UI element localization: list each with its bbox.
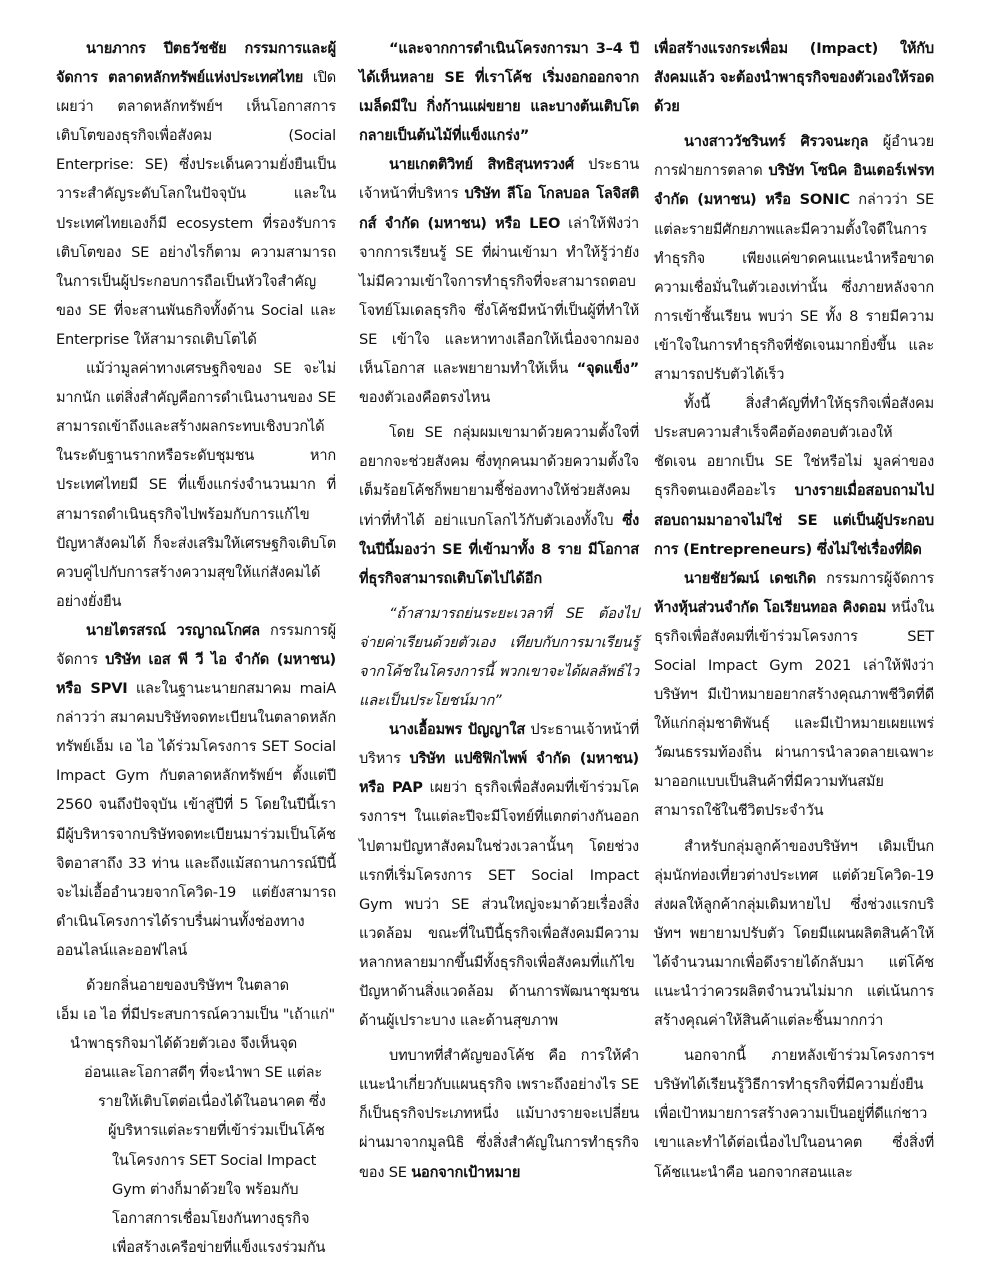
text-line: เพื่อสร้างเครือข่ายที่แข็งแรงร่วมกัน	[112, 1238, 326, 1256]
speaker-name: นายเกตติวิทย์ สิทธิสุนทรวงศ์	[389, 156, 574, 174]
company-name: บริษัท ลีโอ โกลบอล โลจิสติกส์ จำกัด (มหาชน) หรือ LEO	[359, 185, 639, 232]
speaker-name: นายไตรสรณ์ วรญาณโกศล	[86, 621, 260, 639]
speaker-name: นางสาววัชรินทร์ ศิรวจนะกุล	[684, 133, 869, 151]
column-2	[359, 34, 639, 1187]
text-line: โอกาสการเชื่อมโยงกันทางธุรกิจ	[112, 1209, 310, 1227]
paragraph: เพื่อสร้างแรงกระเพื่อม (Impact) ให้กับสังคมแล้ว จะต้องนำพาธุรกิจของตัวเองให้รอดด้วย	[654, 40, 934, 116]
pull-quote: “ถ้าสามารถย่นระยะเวลาที่ SE ต้องไปจ่ายค่าเรียนด้วยตัวเอง เทียบกับการมาเรียนรู้จากโค้ชในโครงการนี้ พวกเขาจะได้ผลลัพธ์ไวและเป็นประโยชน์มาก”	[359, 604, 639, 710]
paragraph: โดย SE กลุ่มผมเขามาด้วยความตั้งใจที่อยากจะช่วยสังคม ซึ่งทุกคนมาด้วยความตั้งใจเต็มร้อยโค้ชก็พยายามชี้ช่องทางให้ช่วยสังคมเท่าที่ทำได้ อย่าแบกโลกไว้กับตัวเองทั้งใบ ซึ่งในปีนี้มองว่า SE ที่เข้ามาทั้ง 8 ราย มีโอกาสที่ธุรกิจสามารถเติบโตไปได้อีก	[359, 424, 639, 587]
text-line: ผู้บริหารแต่ละรายที่เข้าร่วมเป็นโค้ช	[108, 1122, 325, 1140]
company-name: บริษัท แปซิฟิกไพพ์ จำกัด (มหาชน) หรือ PAP	[359, 750, 640, 797]
speaker-name: นางเอื้อมพร ปัญญาใส	[389, 721, 526, 739]
paragraph: นอกจากนี้ ภายหลังเข้าร่วมโครงการฯ บริษัทได้เรียนรู้วิธีการทำธุรกิจที่มีความยั่งยืนเพื่อเป้าหมายการสร้างความเป็นอยู่ที่ดีแก่ชาวเขาและทำได้ต่อเนื่องไปในอนาคต ซึ่งสิ่งที่โค้ชแนะนำคือ นอกจากสอนและ	[654, 1047, 934, 1181]
paragraph: แม้ว่ามูลค่าทางเศรษฐกิจของ SE จะไม่มากนัก แต่สิ่งสำคัญคือการดำเนินงานของ SE สามารถเข้าถึงและสร้างผลกระทบเชิงบวกได้ในระดับฐานรากหรือระดับชุมชน หากประเทศไทยมี SE ที่แข็งแกร่งจำนวนมาก ที่สามารถดำเนินธุรกิจไปพร้อมกับการแก้ไขปัญหาสังคมได้ ก็จะส่งเสริมให้เศรษฐกิจเติบโต ควบคู่ไปกับการสร้างความสุขให้แก่สังคมได้อย่างยั่งยืน	[56, 360, 336, 610]
paragraph: บทบาทที่สำคัญของโค้ช คือ การให้คำแนะนำเกี่ยวกับแผนธุรกิจ เพราะถึงอย่างไร SE ก็เป็นธุรกิจประเภทหนึ่ง แม้บางรายจะเปลี่ยนผ่านมาจากมูลนิธิ ซึ่งสิ่งสำคัญในการทำธุรกิจของ SE นอกจากเป้าหมาย	[359, 1047, 639, 1181]
company-name: บริษัท เอส พี วี ไอ จำกัด (มหาชน) หรือ SPVI	[56, 650, 336, 698]
speaker-name: นายภากร ปีตธวัชชัย กรรมการและผู้จัดการ ตลาดหลักทรัพย์แห่งประเทศไทย	[56, 40, 336, 87]
text-line: นำพาธุรกิจมาได้ด้วยตัวเอง จึงเห็นจุด	[70, 1035, 298, 1053]
text-line: ในโครงการ SET Social Impact	[112, 1151, 317, 1169]
company-name: ห้างหุ้นส่วนจำกัด โอเรียนทอล คิงดอม	[654, 598, 887, 616]
paragraph: นายภากร ปีตธวัชชัย กรรมการและผู้จัดการ ตลาดหลักทรัพย์แห่งประเทศไทย เปิดเผยว่า ตลาดหลักทรัพย์ฯ เห็นโอกาสการเติบโตของธุรกิจเพื่อสังคม (Social Enterprise: SE) ซึ่งประเด็นความยั่งยืนเป็นวาระสำคัญระดับโลกในปัจจุบัน และในประเทศไทยเองก็มี ecosystem ที่รองรับการเติบโตของ SE อย่างไรก็ตาม ความสามารถในการเป็นผู้ประกอบการถือเป็นหัวใจสำคัญของ SE ที่จะสานพันธกิจทั้งด้าน Social และ Enterprise ให้สามารถเติบโตได้	[56, 40, 336, 348]
paragraph: ทั้งนี้ สิ่งสำคัญที่ทำให้ธุรกิจเพื่อสังคมประสบความสำเร็จคือต้องตอบตัวเองให้ชัดเจน อยากเป็น SE ใช่หรือไม่ มูลค่าของธุรกิจตนเองคืออะไร บางรายเมื่อสอบถามไปสอบถามมาอาจไม่ใช่ SE แต่เป็นผู้ประกอบการ (Entrepreneurs) ซึ่งไม่ใช่เรื่องที่ผิด	[654, 395, 934, 558]
column-3	[654, 34, 934, 1187]
text-line: Gym ต่างก็มาด้วยใจ พร้อมกับ	[112, 1180, 299, 1198]
speaker-name: นายชัยวัฒน์ เดชเกิด	[684, 569, 816, 587]
paragraph: นางเอื้อมพร ปัญญาใส ประธานเจ้าหน้าที่บริหาร บริษัท แปซิฟิกไพพ์ จำกัด (มหาชน) หรือ PAP เผยว่า ธุรกิจเพื่อสังคมที่เข้าร่วมโครงการฯ ในแต่ละปีจะมีโจทย์ที่แตกต่างกันออกไปตามปัญหาสังคมในช่วงเวลานั้นๆ โดยช่วงแรกที่เริ่มโครงการ SET Social Impact Gym พบว่า SE ส่วนใหญ่จะมาด้วยเรื่องสิ่งแวดล้อม ขณะที่ในปีนี้ธุรกิจเพื่อสังคมมีความหลากหลายมากขึ้นมีทั้งธุรกิจเพื่อสังคมที่แก้ไขปัญหาด้านสิ่งแวดล้อม ด้านการพัฒนาชุมชน ด้านผู้เปราะบาง และด้านสุขภาพ	[359, 721, 640, 1030]
paragraph: สำหรับกลุ่มลูกค้าของบริษัทฯ เดิมเป็นกลุ่มนักท่องเที่ยวต่างประเทศ แต่ด้วยโควิด-19 ส่งผลให้ลูกค้ากลุ่มเดิมหายไป ซึ่งช่วงแรกบริษัทฯ พยายามปรับตัว โดยมีแผนผลิตสินค้าให้ได้จำนวนมากเพื่อดึงรายได้กลับมา แต่โค้ชแนะนำว่าควรผลิตจำนวนไม่มาก แต่เน้นการสร้างคุณค่าให้สินค้าแต่ละชิ้นมากกว่า	[654, 837, 934, 1030]
paragraph: นายชัยวัฒน์ เดชเกิด กรรมการผู้จัดการ ห้างหุ้นส่วนจำกัด โอเรียนทอล คิงดอม หนึ่งในธุรกิจเพื่อสังคมที่เข้าร่วมโครงการ SET Social Impact Gym 2021 เล่าให้ฟังว่า บริษัทฯ มีเป้าหมายอยากสร้างคุณภาพชีวิตที่ดีให้แก่กลุ่มชาติพันธุ์ และมีเป้าหมายเผยแพร่วัฒนธรรมท้องถิ่น ผ่านการนำลวดลายเฉพาะมาออกแบบเป็นสินค้าที่มีความทันสมัย สามารถใช้ในชีวิตประจำวัน	[654, 569, 934, 820]
pull-quote: “และจากการดำเนินโครงการมา 3–4 ปี ได้เห็นหลาย SE ที่เราโค้ช เริ่มงอกออกจากเมล็ดมีใบ กิ่งก้านแผ่ขยาย และบางต้นเติบโตกลายเป็นต้นไม้ที่แข็งแกร่ง”	[359, 40, 639, 145]
wrapped-paragraph	[56, 971, 336, 1262]
paragraph: นายเกตติวิทย์ สิทธิสุนทรวงศ์ ประธานเจ้าหน้าที่บริหาร บริษัท ลีโอ โกลบอล โลจิสติกส์ จำกัด (มหาชน) หรือ LEO เล่าให้ฟังว่า จากการเรียนรู้ SE ที่ผ่านเข้ามา ทำให้รู้ว่ายังไม่มีความเข้าใจการทำธุรกิจที่จะสามารถตอบโจทย์โมเดลธุรกิจ ซึ่งโค้ชมีหน้าที่เป็นผู้ที่ทำให้ SE เข้าใจ และหาทางเลือกให้เนื่องจากมองเห็นโอกาส และพยายามทำให้เห็น “จุดแข็ง” ของตัวเองคือตรงไหน	[359, 156, 640, 407]
paragraph: นายไตรสรณ์ วรญาณโกศล กรรมการผู้จัดการ บริษัท เอส พี วี ไอ จำกัด (มหาชน) หรือ SPVI และในฐานะนายกสมาคม maiA กล่าวว่า สมาคมบริษัทจดทะเบียนในตลาดหลักทรัพย์เอ็ม เอ ไอ ได้ร่วมโครงการ SET Social Impact Gym กับตลาดหลักทรัพย์ฯ ตั้งแต่ปี 2560 จนถึงปัจจุบัน เข้าสู่ปีที่ 5 โดยในปีนี้เรามีผู้บริหารจากบริษัทจดทะเบียนมาร่วมเป็นโค้ชจิตอาสาถึง 33 ท่าน และถึงแม้สถานการณ์ปีนี้จะไม่เอื้ออำนวยจากโควิด-19 แต่ยังสามารถดำเนินโครงการได้ราบรื่นผ่านทั้งช่องทางออนไลน์และออฟไลน์	[56, 621, 336, 959]
paragraph: นางสาววัชรินทร์ ศิรวจนะกุล ผู้อำนวยการฝ่ายการตลาด บริษัท โซนิค อินเตอร์เฟรท จำกัด (มหาชน) หรือ SONIC กล่าวว่า SE แต่ละรายมีศักยภาพและมีความตั้งใจดีในการทำธุรกิจ เพียงแค่ขาดคนแนะนำหรือขาดความเชื่อมั่นในตัวเองเท่านั้น ซึ่งภายหลังจากการเข้าชั้นเรียน พบว่า SE ทั้ง 8 รายมีความเข้าใจในการทำธุรกิจที่ชัดเจนมากยิ่งขึ้น และสามารถปรับตัวได้เร็ว	[654, 133, 934, 384]
text-line: เอ็ม เอ ไอ ที่มีประสบการณ์ความเป็น "เถ้าแก่"	[56, 1006, 336, 1024]
text-line: ด้วยกลิ่นอายของบริษัทฯ ในตลาด	[86, 977, 289, 994]
text-line: รายให้เติบโตต่อเนื่องได้ในอนาคต ซึ่ง	[98, 1093, 326, 1111]
column-1	[56, 34, 336, 1262]
text-line: อ่อนและโอกาสดีๆ ที่จะนำพา SE แต่ละ	[84, 1064, 323, 1082]
company-name: บริษัท โซนิค อินเตอร์เฟรท จำกัด (มหาชน) หรือ SONIC	[654, 162, 934, 209]
